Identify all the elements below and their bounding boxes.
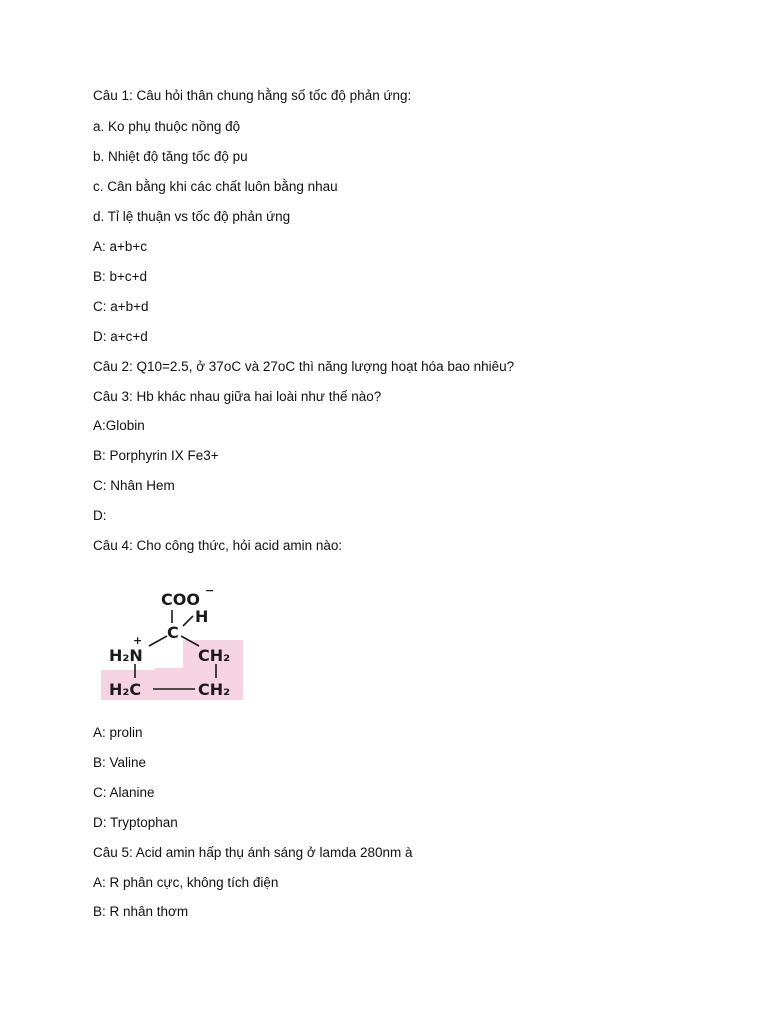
label-h: H [195, 607, 209, 626]
question-5-title: Câu 5: Acid amin hấp thụ ánh sáng ở lamda 280nm à [93, 845, 413, 860]
question-3-title: Câu 3: Hb khác nhau giữa hai loài như thế nào? [93, 389, 382, 404]
question-2-title: Câu 2: Q10=2.5, ở 37oC và 27oC thì năng lượng hoạt hóa bao nhiêu? [93, 359, 515, 374]
question-4-title: Câu 4: Cho công thức, hỏi acid amin nào: [93, 538, 343, 553]
bond-alpha-n [149, 636, 167, 646]
label-h2c-bottom: H₂C [109, 680, 142, 699]
proline-structure-figure [95, 568, 255, 708]
label-ch2-right: CH₂ [198, 646, 231, 665]
question-4-option-c: C: Alanine [93, 785, 155, 800]
label-charge-plus: + [133, 634, 143, 647]
question-1-option-a: A: a+b+c [93, 239, 148, 254]
bond-alpha-h [183, 616, 193, 626]
question-4-option-a: A: prolin [93, 725, 143, 740]
question-1-statement-d: d. Tỉ lệ thuận vs tốc độ phản ứng [93, 209, 291, 224]
question-1-option-b: B: b+c+d [93, 269, 148, 284]
question-5-option-a: A: R phân cực, không tích điện [93, 875, 279, 890]
label-charge-minus: − [205, 584, 215, 597]
question-4-option-d: D: Tryptophan [93, 815, 178, 830]
question-3-option-b: B: Porphyrin IX Fe3+ [93, 448, 219, 463]
question-3-option-a: A:Globin [93, 418, 145, 433]
label-ch2-bottom: CH₂ [198, 680, 231, 699]
question-3-option-c: C: Nhân Hem [93, 478, 175, 493]
question-1-statement-c: c. Cân bằng khi các chất luôn bằng nhau [93, 179, 338, 194]
question-1-option-d: D: a+c+d [93, 329, 148, 344]
question-4-option-b: B: Valine [93, 755, 147, 770]
question-5-option-b: B: R nhân thơm [93, 904, 189, 919]
question-1-statement-a: a. Ko phụ thuộc nồng độ [93, 119, 241, 134]
question-1-title: Câu 1: Câu hỏi thân chung hằng số tốc độ phản ứng: [93, 88, 412, 103]
question-1-statement-b: b. Nhiệt độ tăng tốc độ pu [93, 149, 248, 164]
question-3-option-d: D: [93, 508, 107, 523]
question-1-option-c: C: a+b+d [93, 299, 149, 314]
label-h2n: H₂N [109, 646, 143, 665]
label-c-alpha: C [167, 623, 179, 642]
label-coo: COO [161, 590, 200, 609]
